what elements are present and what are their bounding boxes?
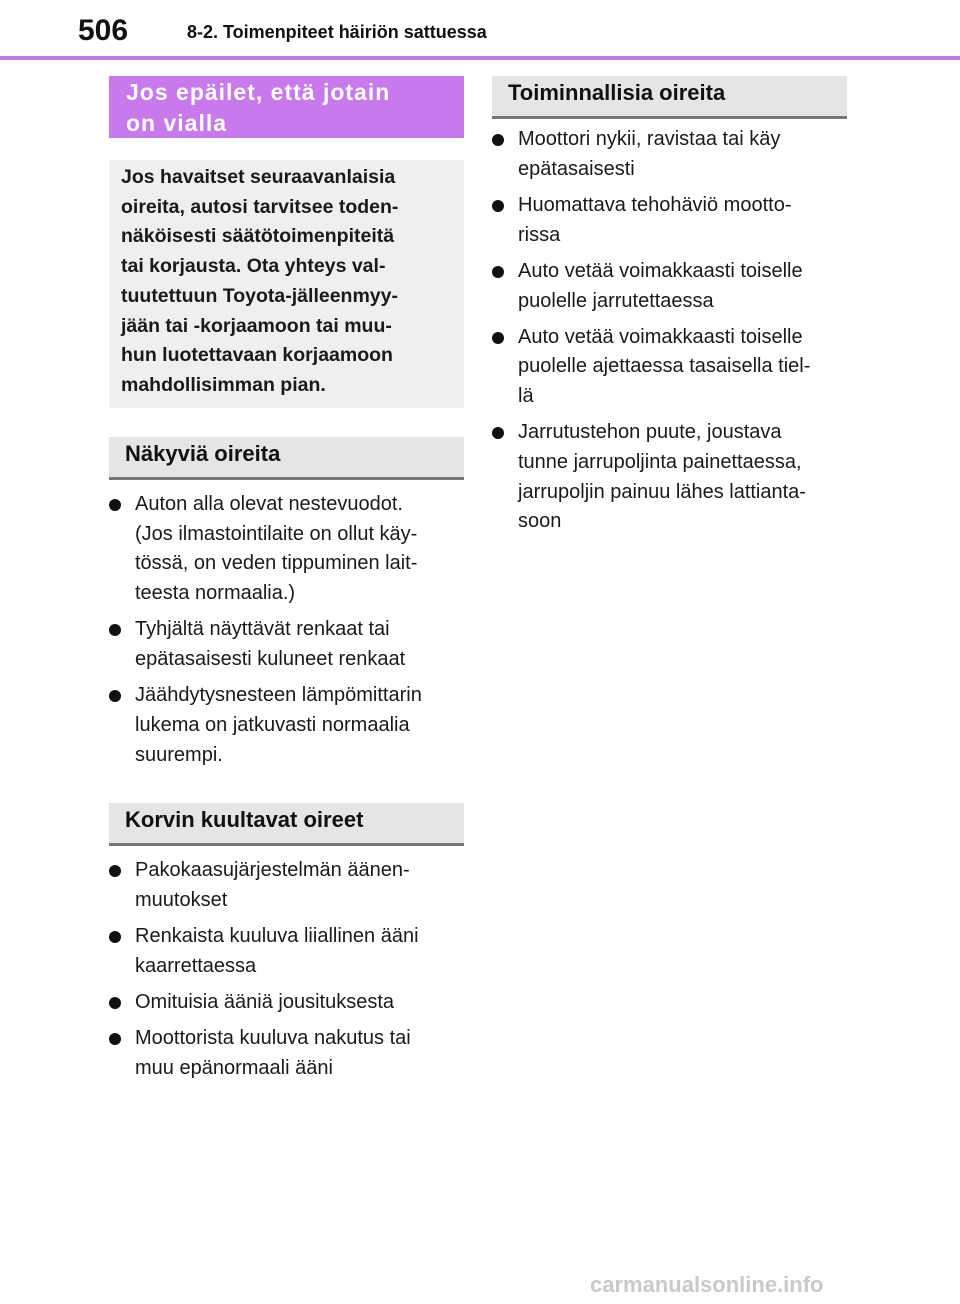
list-item: Jarrutustehon puute, joustava tunne jarrupoljinta painettaessa, jarrupoljin painuu lähes lattianta- soon [492, 418, 847, 537]
list-item: Auton alla olevat nestevuodot. (Jos ilmastointilaite on ollut käy- tössä, on veden tippuminen lait- teesta normaalia.) [109, 490, 464, 609]
watermark: carmanualsonline.info [590, 1272, 824, 1297]
header-divider [0, 56, 960, 60]
bullet-icon [492, 134, 504, 146]
bullet-icon [109, 865, 121, 877]
bullet-icon [492, 427, 504, 439]
list-item: Jäähdytysnesteen lämpömittarin lukema on jatkuvasti normaalia suurempi. [109, 681, 464, 770]
bullet-icon [109, 931, 121, 943]
bullet-icon [492, 332, 504, 344]
functional-symptoms-list [492, 125, 847, 537]
bullet-icon [109, 997, 121, 1009]
bullet-icon [109, 624, 121, 636]
list-item: Auto vetää voimakkaasti toiselle puolelle ajettaessa tasaisella tiel- lä [492, 323, 847, 412]
page-number: 506 [78, 14, 129, 47]
bullet-icon [109, 1033, 121, 1045]
chapter-title: 8-2. Toimenpiteet häiriön sattuessa [187, 22, 487, 42]
bullet-icon [109, 499, 121, 511]
bullet-icon [109, 690, 121, 702]
visible-symptoms-list [109, 490, 464, 770]
section-heading-functional: Toiminnallisia oireita [492, 76, 847, 119]
left-column [109, 76, 464, 1090]
section-heading-visible: Näkyviä oireita [109, 437, 464, 480]
list-item: Tyhjältä näyttävät renkaat tai epätasaisesti kuluneet renkaat [109, 615, 464, 674]
page-header [0, 0, 960, 62]
bullet-icon [492, 200, 504, 212]
list-item: Renkaista kuuluva liiallinen ääni kaarrettaessa [109, 922, 464, 981]
bullet-icon [492, 266, 504, 278]
list-item: Omituisia ääniä jousituksesta [109, 988, 464, 1018]
list-item: Moottori nykii, ravistaa tai käy epätasaisesti [492, 125, 847, 184]
info-box: Jos havaitset seuraavanlaisia oireita, autosi tarvitsee toden- näköisesti säätötoimenpiteitä tai korjausta. Ota yhteys val- tuutettuun Toyota-jälleenmyy- jään tai -korjaamoon tai muu- hun luotettavaan korjaamoon mahdollisimman pian. [109, 160, 464, 408]
list-item: Moottorista kuuluva nakutus tai muu epänormaali ääni [109, 1024, 464, 1083]
right-column [492, 76, 847, 544]
section-heading-audible: Korvin kuultavat oireet [109, 803, 464, 846]
list-item: Auto vetää voimakkaasti toiselle puolelle jarrutettaessa [492, 257, 847, 316]
list-item: Huomattava tehohäviö mootto- rissa [492, 191, 847, 250]
main-title: Jos epäilet, että jotain on vialla [109, 76, 464, 138]
audible-symptoms-list [109, 856, 464, 1083]
list-item: Pakokaasujärjestelmän äänen- muutokset [109, 856, 464, 915]
